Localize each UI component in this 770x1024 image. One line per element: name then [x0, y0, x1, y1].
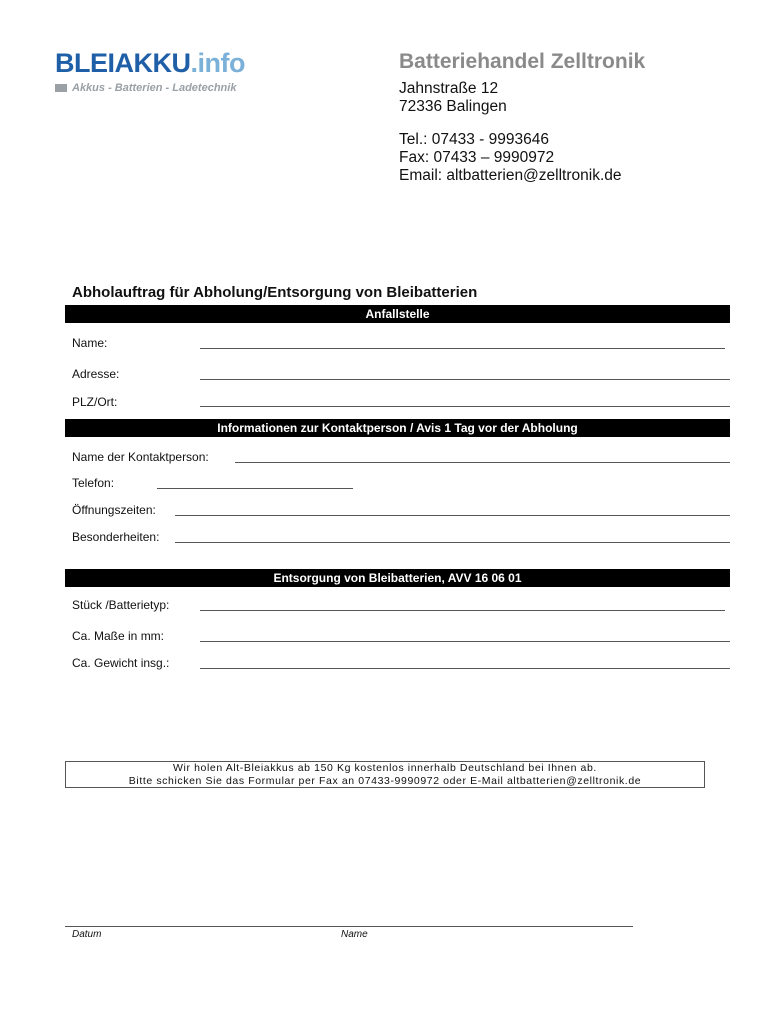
battery-icon — [55, 84, 67, 92]
weight-label: Ca. Gewicht insg.: — [72, 656, 170, 670]
contact-name-field[interactable] — [235, 462, 730, 463]
special-notes-label: Besonderheiten: — [72, 530, 160, 544]
company-info — [399, 50, 645, 185]
logo-brand: BLEIAKKU.info — [55, 48, 245, 78]
info-note — [65, 761, 705, 788]
address-field[interactable] — [200, 379, 730, 380]
contact-name-label: Name der Kontaktperson: — [72, 450, 209, 464]
section-header-kontaktperson: Informationen zur Kontaktperson / Avis 1 Tag vor der Abholung — [65, 419, 730, 437]
date-label: Datum — [72, 929, 102, 940]
address-label: Adresse: — [72, 367, 120, 381]
phone-field[interactable] — [157, 488, 353, 489]
form-title: Abholauftrag für Abholung/Entsorgung von Bleibatterien — [72, 284, 478, 301]
signature-line[interactable] — [65, 926, 633, 927]
logo-tagline: Akkus - Batterien - Ladetechnik — [55, 81, 236, 95]
company-street: Jahnstraße 12 — [399, 80, 499, 97]
company-name: Batteriehandel Zelltronik — [399, 50, 646, 73]
company-phone: Tel.: 07433 - 9993646 — [399, 131, 549, 148]
signature-name-label: Name — [341, 929, 368, 940]
opening-hours-label: Öffnungszeiten: — [72, 503, 156, 517]
logo — [55, 48, 255, 100]
note-line-1: Wir holen Alt-Bleiakkus ab 150 Kg kostenlos innerhalb Deutschland bei Ihnen ab. — [173, 762, 597, 774]
company-email: Email: altbatterien@zelltronik.de — [399, 167, 622, 184]
note-line-2: Bitte schicken Sie das Formular per Fax an 07433-9990972 oder E-Mail altbatterien@zelltronik.de — [128, 774, 642, 787]
plz-ort-field[interactable] — [200, 406, 730, 407]
quantity-type-field[interactable] — [200, 610, 725, 611]
quantity-type-label: Stück /Batterietyp: — [72, 598, 170, 612]
name-label: Name: — [72, 336, 108, 350]
company-city: 72336 Balingen — [399, 98, 507, 115]
section-header-anfallstelle: Anfallstelle — [65, 305, 730, 323]
dimensions-label: Ca. Maße in mm: — [72, 629, 165, 643]
special-notes-field[interactable] — [175, 542, 730, 543]
company-fax: Fax: 07433 – 9990972 — [399, 149, 555, 166]
section-header-entsorgung: Entsorgung von Bleibatterien, AVV 16 06 01 — [65, 569, 730, 587]
plz-ort-label: PLZ/Ort: — [72, 395, 118, 409]
phone-label: Telefon: — [72, 476, 115, 490]
opening-hours-field[interactable] — [175, 515, 730, 516]
name-field[interactable] — [200, 348, 725, 349]
dimensions-field[interactable] — [200, 641, 730, 642]
weight-field[interactable] — [200, 668, 730, 669]
